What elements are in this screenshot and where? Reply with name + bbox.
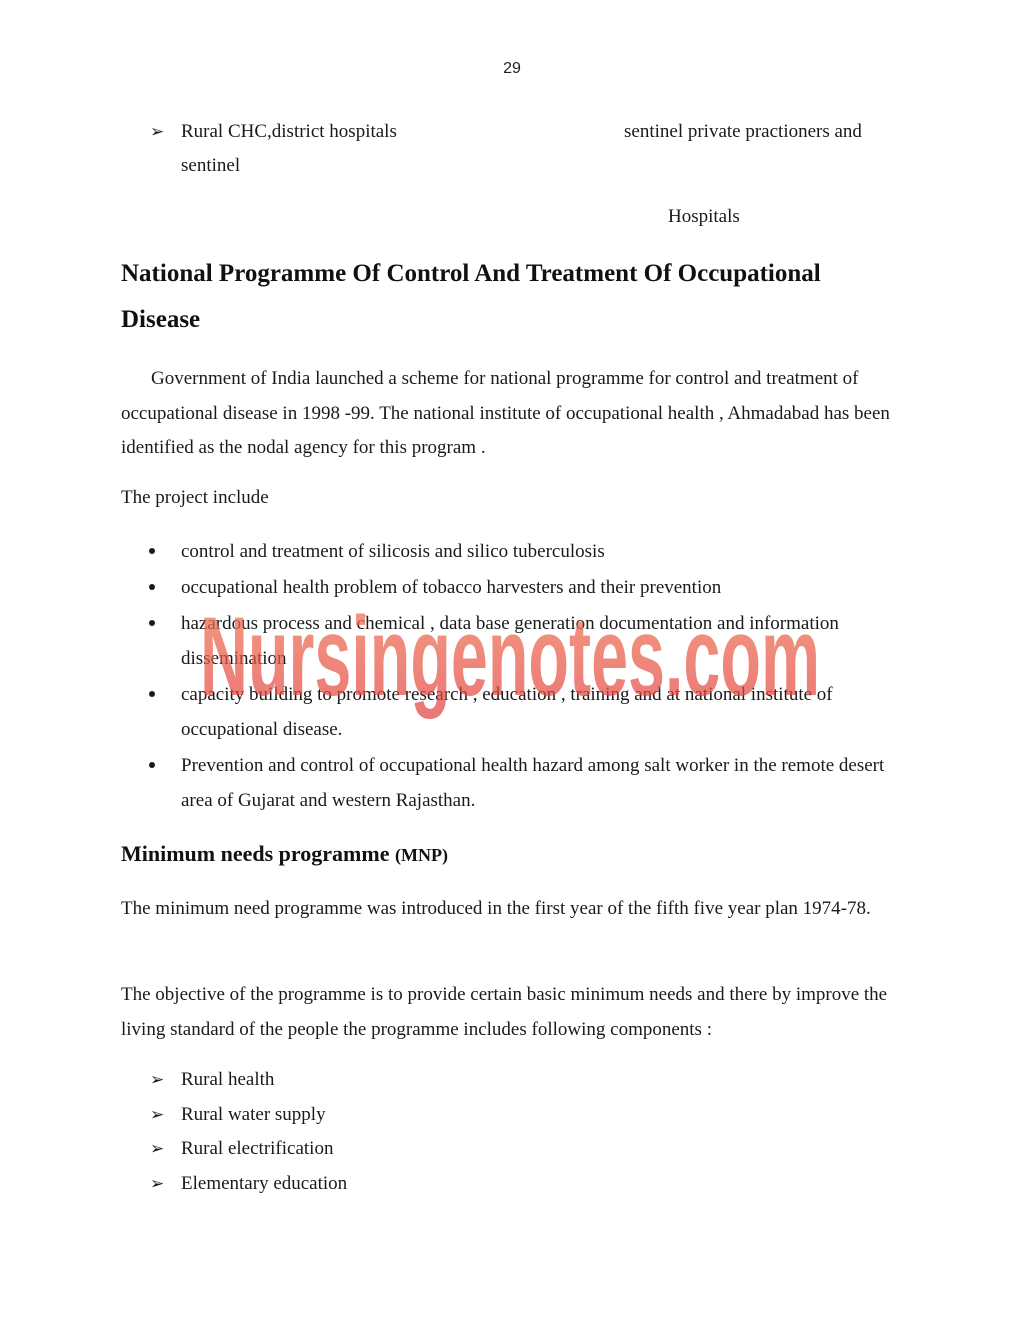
list-item — [121, 534, 911, 569]
mnp-paragraph1: The minimum need programme was introduced in the first year of the fifth five year plan 1974-78. — [121, 898, 871, 919]
list-item — [121, 606, 911, 676]
list-item-text: control and treatment of silicosis and silico tuberculosis — [181, 541, 605, 562]
heading-line1: National Programme Of Control And Treatment Of Occupational — [121, 260, 821, 287]
arrow-bullet-icon: ➢ — [150, 1139, 165, 1160]
page-number: 29 — [503, 60, 521, 77]
bullet-dot-icon — [149, 584, 155, 590]
list-item — [121, 748, 911, 818]
bullet-dot-icon — [149, 762, 155, 768]
list-item-text: Elementary education — [181, 1172, 348, 1194]
table-left-line1: Rural CHC,district hospitals — [181, 121, 397, 142]
mnp-paragraph2: The objective of the programme is to provide certain basic minimum needs and there by improve the living standard of the people the programme includes following components : — [121, 984, 888, 1040]
bullet-dot-icon — [149, 548, 155, 554]
mnp-heading-text: Minimum needs programme — [121, 841, 390, 866]
heading-line2: Disease — [121, 306, 201, 333]
list-item-text: hazardous process and chemical , data base generation documentation and information dissemination — [181, 613, 839, 669]
list-item — [150, 1132, 347, 1167]
list-item-text: capacity building to promote research , education , training and at national institute of occupational disease. — [181, 684, 833, 740]
arrow-bullet-icon: ➢ — [150, 1173, 165, 1194]
list-item — [150, 1167, 347, 1202]
list-item-text: Rural water supply — [181, 1103, 326, 1125]
table-right-line2: Hospitals — [668, 206, 740, 227]
list-item — [150, 1098, 347, 1133]
list-item-text: Prevention and control of occupational health hazard among salt worker in the remote desert area of Gujarat and western Rajasthan. — [181, 755, 885, 811]
list-item — [150, 1063, 347, 1098]
section-heading-occupational — [121, 251, 821, 343]
arrow-bullet-icon: ➢ — [150, 122, 165, 142]
list-item — [121, 570, 911, 605]
intro-paragraph: Government of India launched a scheme for national programme for control and treatment of occupational disease in 1998 -99. The national institute of occupational health , Ahmadabad has been identified as the nodal agency for this program . — [121, 368, 890, 458]
table-left-line2: sentinel — [181, 155, 241, 176]
arrow-bullet-icon: ➢ — [150, 1070, 165, 1090]
arrow-bullet-icon: ➢ — [150, 1104, 165, 1125]
list-item — [121, 677, 911, 747]
mnp-heading-suffix: (MNP) — [394, 845, 448, 865]
watermark-text: Nursingenotes.com — [200, 594, 820, 719]
table-right-line1: sentinel private practioners and — [624, 121, 862, 142]
bullet-dot-icon — [149, 620, 155, 626]
section-heading-mnp — [121, 832, 448, 877]
list-item-text: occupational health problem of tobacco harvesters and their prevention — [181, 577, 722, 598]
project-bullet-list — [121, 534, 911, 819]
mnp-components-list — [150, 1063, 347, 1201]
project-intro: The project include — [121, 487, 269, 508]
bullet-dot-icon — [149, 691, 155, 697]
list-item-text: Rural health — [181, 1069, 275, 1090]
list-item-text: Rural electrification — [181, 1138, 334, 1160]
